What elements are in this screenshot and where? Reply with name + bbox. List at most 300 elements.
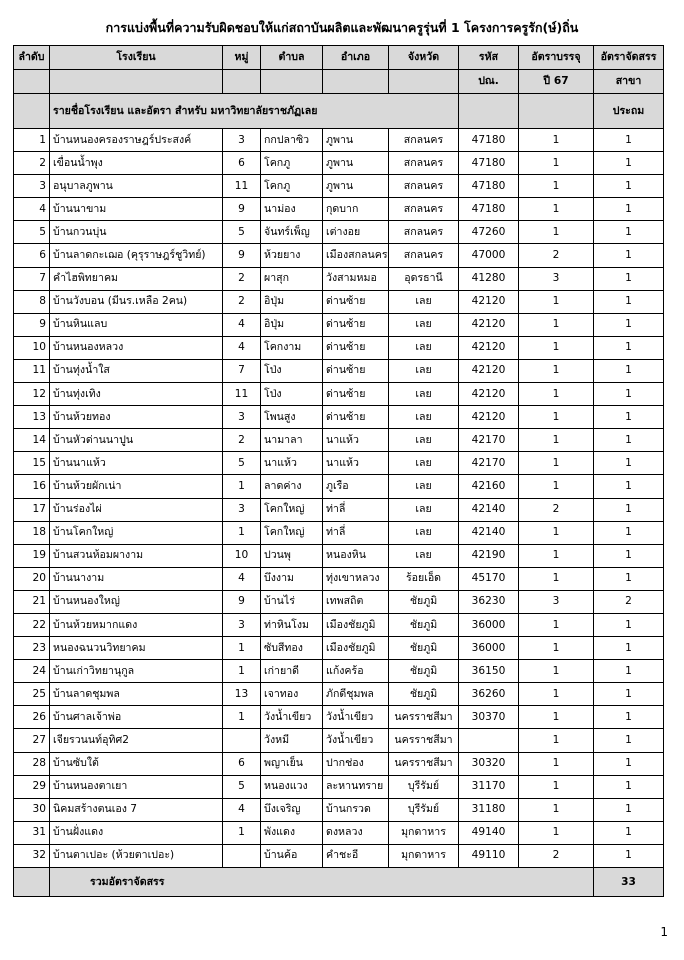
header-tambon: ตำบล <box>261 46 323 70</box>
cell-quota: 1 <box>519 475 594 498</box>
cell-amphoe: ภูพาน <box>323 152 389 175</box>
cell-no: 30 <box>14 798 50 821</box>
table-row <box>14 567 664 590</box>
cell-no: 29 <box>14 775 50 798</box>
cell-tambon: พญาเย็น <box>261 752 323 775</box>
cell-province: อุดรธานี <box>389 267 459 290</box>
cell-province: เลย <box>389 313 459 336</box>
cell-alloc: 1 <box>594 613 664 636</box>
document-title: การแบ่งพื้นที่ความรับผิดชอบให้แก่สถาบันผลิตและพัฒนาครูรุ่นที่ 1 โครงการครูรัก(ษ์)ถิ่น <box>105 20 579 35</box>
cell-school: บ้านร่องไผ่ <box>50 498 223 521</box>
cell-amphoe: ละหานทราย <box>323 775 389 798</box>
subheader-empty <box>389 70 459 94</box>
cell-moo: 5 <box>223 221 261 244</box>
cell-code: 42170 <box>459 452 519 475</box>
subheader-empty <box>50 70 223 94</box>
cell-tambon: โคกภู <box>261 175 323 198</box>
allocation-table <box>13 45 664 897</box>
cell-province: ชัยภูมิ <box>389 613 459 636</box>
cell-alloc: 1 <box>594 844 664 867</box>
table-row <box>14 336 664 359</box>
cell-moo: 6 <box>223 752 261 775</box>
header-row <box>14 46 664 70</box>
cell-moo: 9 <box>223 244 261 267</box>
cell-alloc: 1 <box>594 336 664 359</box>
total-alloc: 33 <box>594 868 664 897</box>
cell-code: 31180 <box>459 798 519 821</box>
subheader-empty <box>323 70 389 94</box>
header-amphoe: อำเภอ <box>323 46 389 70</box>
cell-amphoe: ทุ่งเขาหลวง <box>323 567 389 590</box>
cell-school: บ้านนาแห้ว <box>50 452 223 475</box>
cell-code: 42170 <box>459 429 519 452</box>
table-row <box>14 359 664 382</box>
cell-alloc: 1 <box>594 244 664 267</box>
cell-tambon: นาแห้ว <box>261 452 323 475</box>
cell-tambon: โพนสูง <box>261 406 323 429</box>
cell-tambon: บ้านไร่ <box>261 590 323 613</box>
cell-moo: 3 <box>223 613 261 636</box>
cell-moo: 1 <box>223 475 261 498</box>
table-row <box>14 267 664 290</box>
cell-code: 47180 <box>459 198 519 221</box>
cell-province: บุรีรัมย์ <box>389 775 459 798</box>
cell-no: 13 <box>14 406 50 429</box>
cell-amphoe: วังสามหมอ <box>323 267 389 290</box>
header-province: จังหวัด <box>389 46 459 70</box>
cell-alloc: 1 <box>594 729 664 752</box>
cell-code: 42140 <box>459 498 519 521</box>
cell-moo: 2 <box>223 429 261 452</box>
cell-province: ชัยภูมิ <box>389 590 459 613</box>
table-row <box>14 683 664 706</box>
cell-tambon: โคกภู <box>261 152 323 175</box>
cell-tambon: วังน้ำเขียว <box>261 706 323 729</box>
cell-code: 41280 <box>459 267 519 290</box>
cell-no: 10 <box>14 336 50 359</box>
cell-amphoe: นาแห้ว <box>323 452 389 475</box>
cell-tambon: บึงเจริญ <box>261 798 323 821</box>
cell-school: บ้านตาเปอะ (ห้วยตาเปอะ) <box>50 844 223 867</box>
subheader-empty <box>261 70 323 94</box>
cell-amphoe: ภักดีชุมพล <box>323 683 389 706</box>
cell-province: เลย <box>389 498 459 521</box>
cell-school: บ้านทุ่งเทิง <box>50 383 223 406</box>
table-row <box>14 406 664 429</box>
cell-alloc: 1 <box>594 798 664 821</box>
cell-amphoe: เมืองสกลนคร <box>323 244 389 267</box>
header-code: รหัส <box>459 46 519 70</box>
table-row <box>14 313 664 336</box>
cell-alloc: 1 <box>594 475 664 498</box>
cell-alloc: 1 <box>594 267 664 290</box>
cell-amphoe: ด่านซ้าย <box>323 406 389 429</box>
cell-province: ร้อยเอ็ด <box>389 567 459 590</box>
cell-alloc: 1 <box>594 313 664 336</box>
cell-tambon: อิปุ่ม <box>261 290 323 313</box>
header-quota: อัตราบรรจุ <box>519 46 594 70</box>
cell-school: บ้านหนองใหญ่ <box>50 590 223 613</box>
table-row <box>14 706 664 729</box>
cell-moo: 2 <box>223 290 261 313</box>
cell-province: นครราชสีมา <box>389 706 459 729</box>
cell-tambon: เก่ายาดี <box>261 660 323 683</box>
cell-alloc: 1 <box>594 637 664 660</box>
cell-moo: 9 <box>223 590 261 613</box>
cell-province: สกลนคร <box>389 175 459 198</box>
cell-tambon: โคกงาม <box>261 336 323 359</box>
cell-province: สกลนคร <box>389 152 459 175</box>
cell-province: เลย <box>389 336 459 359</box>
cell-tambon: หนองแวง <box>261 775 323 798</box>
cell-no: 15 <box>14 452 50 475</box>
table-row <box>14 798 664 821</box>
cell-code: 36230 <box>459 590 519 613</box>
cell-tambon: โป่ง <box>261 383 323 406</box>
cell-code <box>459 729 519 752</box>
cell-quota: 3 <box>519 267 594 290</box>
cell-tambon: โคกใหญ่ <box>261 498 323 521</box>
table-row <box>14 129 664 152</box>
cell-province: บุรีรัมย์ <box>389 798 459 821</box>
cell-code: 45170 <box>459 567 519 590</box>
cell-school: บ้านสวนห้อมผางาม <box>50 544 223 567</box>
cell-code: 36000 <box>459 613 519 636</box>
cell-amphoe: ด่านซ้าย <box>323 290 389 313</box>
table-row <box>14 498 664 521</box>
table-row <box>14 844 664 867</box>
cell-province: สกลนคร <box>389 129 459 152</box>
subheader-alloc: สาขา <box>594 70 664 94</box>
cell-code: 47000 <box>459 244 519 267</box>
table-row <box>14 429 664 452</box>
cell-province: สกลนคร <box>389 198 459 221</box>
cell-moo: 1 <box>223 706 261 729</box>
cell-province: เลย <box>389 290 459 313</box>
cell-school: บ้านหัวด่านนาปูน <box>50 429 223 452</box>
cell-alloc: 1 <box>594 406 664 429</box>
cell-alloc: 1 <box>594 290 664 313</box>
cell-no: 12 <box>14 383 50 406</box>
cell-quota: 1 <box>519 752 594 775</box>
cell-school: บ้านศาลเจ้าพ่อ <box>50 706 223 729</box>
table-row <box>14 175 664 198</box>
cell-amphoe: ท่าลี่ <box>323 521 389 544</box>
cell-school: บ้านหนองหลวง <box>50 336 223 359</box>
cell-code: 42120 <box>459 406 519 429</box>
cell-quota: 1 <box>519 221 594 244</box>
header-school: โรงเรียน <box>50 46 223 70</box>
cell-quota: 1 <box>519 313 594 336</box>
cell-quota: 1 <box>519 406 594 429</box>
table-row <box>14 637 664 660</box>
cell-school: บ้านเก่าวิทยานุกูล <box>50 660 223 683</box>
cell-school: บ้านลาดชุมพล <box>50 683 223 706</box>
cell-code: 49110 <box>459 844 519 867</box>
cell-province: มุกดาหาร <box>389 844 459 867</box>
cell-tambon: บึงงาม <box>261 567 323 590</box>
cell-quota: 1 <box>519 613 594 636</box>
cell-moo <box>223 844 261 867</box>
cell-province: สกลนคร <box>389 221 459 244</box>
cell-alloc: 1 <box>594 775 664 798</box>
cell-amphoe: ด่านซ้าย <box>323 313 389 336</box>
cell-quota: 1 <box>519 429 594 452</box>
subheader-quota: ปี 67 <box>519 70 594 94</box>
table-row <box>14 590 664 613</box>
cell-quota: 1 <box>519 383 594 406</box>
section-empty <box>459 94 519 129</box>
cell-province: เลย <box>389 544 459 567</box>
cell-no: 26 <box>14 706 50 729</box>
section-empty <box>519 94 594 129</box>
cell-amphoe: เต่างอย <box>323 221 389 244</box>
cell-moo: 11 <box>223 383 261 406</box>
cell-tambon: ท่าหินโงม <box>261 613 323 636</box>
cell-no: 27 <box>14 729 50 752</box>
total-row <box>14 868 664 897</box>
cell-moo: 10 <box>223 544 261 567</box>
table-row <box>14 452 664 475</box>
section-empty <box>14 94 50 129</box>
cell-alloc: 1 <box>594 498 664 521</box>
cell-moo: 13 <box>223 683 261 706</box>
cell-school: คำไฮพิทยาคม <box>50 267 223 290</box>
cell-amphoe: กุดบาก <box>323 198 389 221</box>
cell-quota: 1 <box>519 290 594 313</box>
cell-quota: 1 <box>519 152 594 175</box>
cell-alloc: 1 <box>594 752 664 775</box>
cell-school: บ้านทุ่งน้ำใส <box>50 359 223 382</box>
cell-amphoe: เมืองชัยภูมิ <box>323 637 389 660</box>
cell-no: 24 <box>14 660 50 683</box>
section-row <box>14 94 664 129</box>
cell-moo: 5 <box>223 775 261 798</box>
cell-alloc: 1 <box>594 452 664 475</box>
cell-moo: 7 <box>223 359 261 382</box>
cell-alloc: 1 <box>594 221 664 244</box>
cell-moo: 3 <box>223 406 261 429</box>
cell-province: เลย <box>389 452 459 475</box>
table-row <box>14 729 664 752</box>
cell-code: 36150 <box>459 660 519 683</box>
total-label: รวมอัตราจัดสรร <box>50 868 594 897</box>
header-moo: หมู่ <box>223 46 261 70</box>
cell-tambon: อิปุ่ม <box>261 313 323 336</box>
cell-school: บ้านซับใต้ <box>50 752 223 775</box>
cell-quota: 1 <box>519 637 594 660</box>
cell-quota: 1 <box>519 567 594 590</box>
section-alloc: ประถม <box>594 94 664 129</box>
cell-no: 5 <box>14 221 50 244</box>
cell-moo: 4 <box>223 798 261 821</box>
cell-tambon: โคกใหญ่ <box>261 521 323 544</box>
cell-school: บ้านนางาม <box>50 567 223 590</box>
cell-alloc: 1 <box>594 429 664 452</box>
cell-quota: 1 <box>519 729 594 752</box>
cell-alloc: 2 <box>594 590 664 613</box>
cell-quota: 1 <box>519 198 594 221</box>
cell-tambon: บ้านค้อ <box>261 844 323 867</box>
cell-code: 47260 <box>459 221 519 244</box>
cell-no: 23 <box>14 637 50 660</box>
cell-amphoe: ด่านซ้าย <box>323 336 389 359</box>
cell-school: บ้านโคกใหญ่ <box>50 521 223 544</box>
table-row <box>14 475 664 498</box>
cell-amphoe: เมืองชัยภูมิ <box>323 613 389 636</box>
cell-code: 42120 <box>459 359 519 382</box>
cell-school: หนองฉนวนวิทยาคม <box>50 637 223 660</box>
cell-quota: 1 <box>519 544 594 567</box>
cell-tambon: เจาทอง <box>261 683 323 706</box>
cell-amphoe: ด่านซ้าย <box>323 359 389 382</box>
cell-code: 36260 <box>459 683 519 706</box>
cell-moo: 1 <box>223 821 261 844</box>
cell-code: 47180 <box>459 175 519 198</box>
cell-no: 6 <box>14 244 50 267</box>
cell-alloc: 1 <box>594 175 664 198</box>
cell-quota: 2 <box>519 498 594 521</box>
cell-amphoe: บ้านกรวด <box>323 798 389 821</box>
cell-no: 8 <box>14 290 50 313</box>
cell-school: บ้านฝั่งแดง <box>50 821 223 844</box>
cell-alloc: 1 <box>594 152 664 175</box>
cell-no: 11 <box>14 359 50 382</box>
cell-amphoe: คำชะอี <box>323 844 389 867</box>
cell-moo: 6 <box>223 152 261 175</box>
cell-tambon: ผาสุก <box>261 267 323 290</box>
cell-tambon: ห้วยยาง <box>261 244 323 267</box>
cell-tambon: โป่ง <box>261 359 323 382</box>
cell-quota: 3 <box>519 590 594 613</box>
cell-province: ชัยภูมิ <box>389 683 459 706</box>
cell-moo: 5 <box>223 452 261 475</box>
subheader-empty <box>14 70 50 94</box>
cell-quota: 1 <box>519 336 594 359</box>
cell-school: เจียรวนนท์อุทิศ2 <box>50 729 223 752</box>
cell-quota: 2 <box>519 244 594 267</box>
cell-alloc: 1 <box>594 821 664 844</box>
subheader-code: ปณ. <box>459 70 519 94</box>
table-row <box>14 198 664 221</box>
cell-quota: 2 <box>519 844 594 867</box>
header-no: ลำดับ <box>14 46 50 70</box>
cell-quota: 1 <box>519 359 594 382</box>
cell-code: 36000 <box>459 637 519 660</box>
cell-quota: 1 <box>519 175 594 198</box>
cell-alloc: 1 <box>594 359 664 382</box>
cell-school: บ้านวังบอน (มีนร.เหลือ 2คน) <box>50 290 223 313</box>
cell-quota: 1 <box>519 683 594 706</box>
cell-code: 49140 <box>459 821 519 844</box>
cell-alloc: 1 <box>594 683 664 706</box>
cell-quota: 1 <box>519 452 594 475</box>
cell-quota: 1 <box>519 706 594 729</box>
cell-no: 7 <box>14 267 50 290</box>
cell-province: ชัยภูมิ <box>389 660 459 683</box>
cell-school: บ้านหินแลบ <box>50 313 223 336</box>
cell-quota: 1 <box>519 821 594 844</box>
cell-code: 30320 <box>459 752 519 775</box>
cell-province: เลย <box>389 429 459 452</box>
cell-province: นครราชสีมา <box>389 729 459 752</box>
cell-amphoe: ดงหลวง <box>323 821 389 844</box>
cell-school: บ้านนาขาม <box>50 198 223 221</box>
cell-no: 20 <box>14 567 50 590</box>
cell-moo: 4 <box>223 313 261 336</box>
cell-school: บ้านห้วยหมากแดง <box>50 613 223 636</box>
cell-school: นิคมสร้างตนเอง 7 <box>50 798 223 821</box>
cell-alloc: 1 <box>594 521 664 544</box>
cell-amphoe: แก้งคร้อ <box>323 660 389 683</box>
cell-no: 14 <box>14 429 50 452</box>
cell-amphoe: ภูเรือ <box>323 475 389 498</box>
table-row <box>14 752 664 775</box>
cell-amphoe: หนองหิน <box>323 544 389 567</box>
table-row <box>14 660 664 683</box>
table-row <box>14 821 664 844</box>
cell-amphoe: ท่าลี่ <box>323 498 389 521</box>
cell-province: นครราชสีมา <box>389 752 459 775</box>
cell-alloc: 1 <box>594 129 664 152</box>
cell-code: 47180 <box>459 152 519 175</box>
section-label: รายชื่อโรงเรียน และอัตรา สำหรับ มหาวิทยาลัยราชภัฏเลย <box>50 94 459 129</box>
cell-no: 4 <box>14 198 50 221</box>
cell-amphoe: วังน้ำเขียว <box>323 729 389 752</box>
cell-amphoe: ปากช่อง <box>323 752 389 775</box>
cell-no: 17 <box>14 498 50 521</box>
cell-moo: 3 <box>223 129 261 152</box>
cell-tambon: วังหมี <box>261 729 323 752</box>
cell-no: 2 <box>14 152 50 175</box>
cell-code: 42120 <box>459 313 519 336</box>
cell-code: 42140 <box>459 521 519 544</box>
cell-school: บ้านกวนบุ่น <box>50 221 223 244</box>
cell-tambon: ซับสีทอง <box>261 637 323 660</box>
cell-province: เลย <box>389 383 459 406</box>
cell-code: 42190 <box>459 544 519 567</box>
cell-no: 28 <box>14 752 50 775</box>
cell-province: เลย <box>389 475 459 498</box>
cell-no: 3 <box>14 175 50 198</box>
subheader-row <box>14 70 664 94</box>
subheader-empty <box>223 70 261 94</box>
cell-school: บ้านห้วยผักเน่า <box>50 475 223 498</box>
cell-no: 19 <box>14 544 50 567</box>
cell-no: 25 <box>14 683 50 706</box>
cell-moo: 1 <box>223 521 261 544</box>
table-row <box>14 544 664 567</box>
cell-province: มุกดาหาร <box>389 821 459 844</box>
cell-moo: 3 <box>223 498 261 521</box>
cell-moo <box>223 729 261 752</box>
cell-no: 16 <box>14 475 50 498</box>
cell-moo: 4 <box>223 336 261 359</box>
cell-quota: 1 <box>519 798 594 821</box>
cell-tambon: ลาดค่าง <box>261 475 323 498</box>
cell-no: 22 <box>14 613 50 636</box>
cell-tambon: นาม่อง <box>261 198 323 221</box>
cell-code: 31170 <box>459 775 519 798</box>
cell-alloc: 1 <box>594 706 664 729</box>
table-row <box>14 383 664 406</box>
cell-code: 42120 <box>459 290 519 313</box>
cell-code: 42120 <box>459 383 519 406</box>
cell-province: เลย <box>389 521 459 544</box>
cell-province: เลย <box>389 406 459 429</box>
table-row <box>14 152 664 175</box>
cell-amphoe: ภูพาน <box>323 175 389 198</box>
